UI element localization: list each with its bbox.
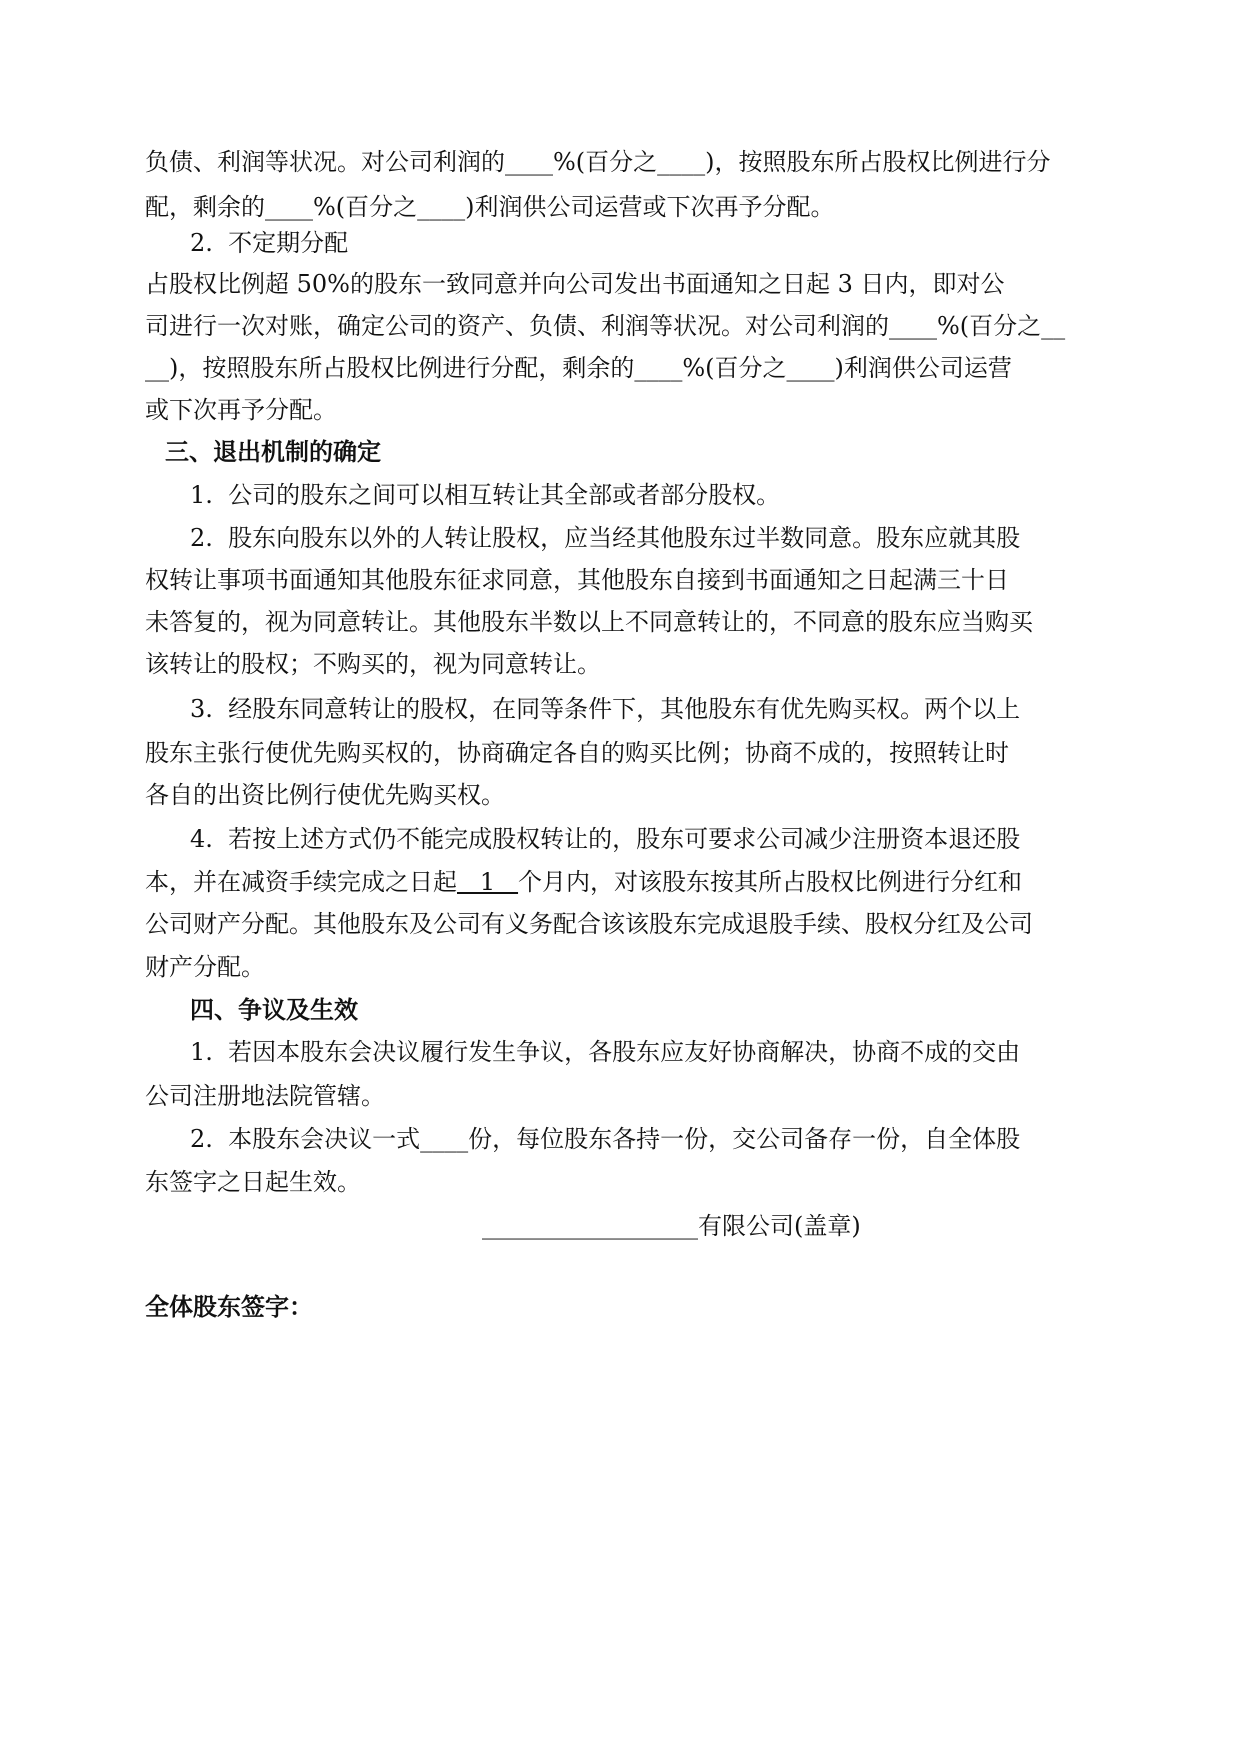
section-3-item-1: 1. 公司的股东之间可以相互转让其全部或者部分股权。	[190, 481, 781, 509]
section-4-item-2-line-2: 东签字之日起生效。	[145, 1168, 361, 1196]
item-4-line-2-after: 个月内，对该股东按其所占股权比例进行分红和	[518, 868, 1023, 896]
paragraph-2-line-2: 司进行一次对账，确定公司的资产、负债、利润等状况。对公司利润的____%(百分之__	[145, 312, 1066, 340]
section-4-item-2-line-1: 2. 本股东会决议一式____份，每位股东各持一份，交公司备存一份，自全体股	[190, 1125, 1021, 1153]
paragraph-2-line-1: 占股权比例超 50%的股东一致同意并向公司发出书面通知之日起 3 日内，即对公	[145, 270, 1005, 298]
section-3-item-2-line-3: 未答复的，视为同意转让。其他股东半数以上不同意转让的，不同意的股东应当购买	[145, 608, 1033, 636]
section-3-item-3-line-3: 各自的出资比例行使优先购买权。	[145, 781, 505, 809]
months-blank: 1	[457, 868, 519, 896]
signature-label: 全体股东签字：	[145, 1292, 313, 1321]
section-3-item-2-line-4: 该转让的股权；不购买的，视为同意转让。	[145, 650, 601, 678]
section-4-item-1-line-1: 1. 若因本股东会决议履行发生争议，各股东应友好协商解决，协商不成的交由	[190, 1038, 1021, 1066]
section-3-item-3-line-2: 股东主张行使优先购买权的，协商确定各自的购买比例；协商不成的，按照转让时	[145, 739, 1009, 767]
company-seal-line: __________________有限公司(盖章)	[482, 1212, 861, 1240]
item-2-title: 2. 不定期分配	[190, 229, 349, 257]
paragraph-1-line-2: 配，剩余的____%(百分之____)利润供公司运营或下次再予分配。	[145, 193, 835, 221]
section-3-item-4-line-2	[145, 866, 1022, 898]
section-3-heading: 三、退出机制的确定	[165, 437, 381, 466]
section-3-item-4-line-3: 公司财产分配。其他股东及公司有义务配合该该股东完成退股手续、股权分红及公司	[145, 910, 1033, 938]
paragraph-2-line-3: __)，按照股东所占股权比例进行分配，剩余的____%(百分之____)利润供公司运营	[145, 354, 1012, 382]
item-4-line-2-before: 本，并在减资手续完成之日起	[145, 868, 457, 896]
paragraph-2-line-4: 或下次再予分配。	[145, 396, 337, 424]
section-4-heading: 四、争议及生效	[190, 995, 358, 1024]
section-4-item-1-line-2: 公司注册地法院管辖。	[145, 1082, 385, 1110]
section-3-item-2-line-2: 权转让事项书面通知其他股东征求同意，其他股东自接到书面通知之日起满三十日	[145, 566, 1009, 594]
section-3-item-4-line-1: 4. 若按上述方式仍不能完成股权转让的，股东可要求公司减少注册资本退还股	[190, 825, 1021, 853]
section-3-item-4-line-4: 财产分配。	[145, 953, 265, 981]
section-3-item-2-line-1: 2. 股东向股东以外的人转让股权，应当经其他股东过半数同意。股东应就其股	[190, 524, 1021, 552]
section-3-item-3-line-1: 3. 经股东同意转让的股权，在同等条件下，其他股东有优先购买权。两个以上	[190, 695, 1021, 723]
paragraph-1-line-1: 负债、利润等状况。对公司利润的____%(百分之____)，按照股东所占股权比例进行分	[145, 148, 1051, 176]
